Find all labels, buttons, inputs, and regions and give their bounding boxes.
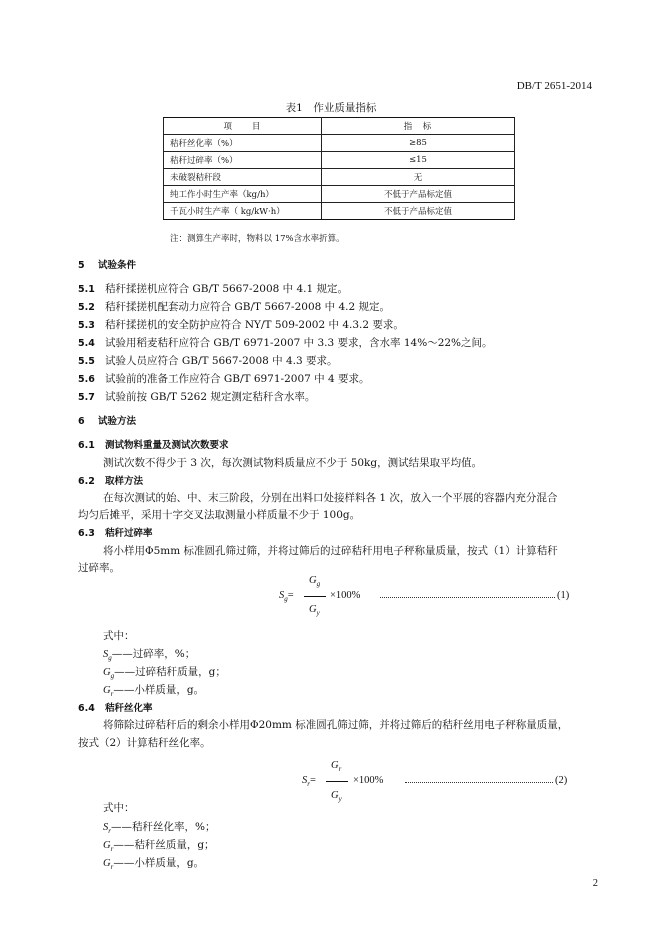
definition: $S_g——$过碎率，%；	[103, 648, 196, 663]
formula-2-times: ×100%	[353, 775, 384, 786]
formula-1-numerator: $G_g$	[309, 575, 321, 589]
formula-2-numerator: $G_r$	[331, 760, 342, 774]
leader-dots	[380, 597, 555, 598]
section-6-heading	[78, 413, 136, 427]
paragraph: 过碎率。	[78, 562, 120, 574]
subsection-title: 秸秆丝化率	[105, 703, 153, 714]
where-label: 式中：	[103, 630, 135, 642]
item-number: 5.3	[78, 320, 95, 331]
item-number: 5.2	[78, 302, 95, 313]
formula-2-denominator: $G_y$	[331, 790, 342, 804]
item-number: 5.4	[78, 338, 95, 349]
quality-table	[163, 117, 515, 220]
table-cell: 秸秆丝化率（%）	[164, 135, 322, 152]
subsection-6-3-heading	[78, 525, 153, 539]
table-header-row	[164, 118, 515, 135]
paragraph: 将小样用Φ5mm 标准圆孔筛过筛，并将过筛后的过碎秸秆用电子秤称量质量，按式（1）计算秸秆	[103, 545, 558, 557]
equation-number: (2)	[555, 775, 568, 786]
paragraph: 按式（2）计算秸秆丝化率。	[78, 737, 211, 749]
formula-1-denominator: $G_y$	[309, 604, 320, 618]
paragraph: 测试次数不得少于 3 次，每次测试物料质量应不少于 50kg，测试结果取平均值。	[103, 457, 483, 469]
fraction-bar	[304, 596, 326, 597]
table-cell: 无	[321, 169, 514, 186]
list-item	[78, 281, 348, 296]
table-cell: ≤15	[321, 152, 514, 169]
subsection-title: 取样方法	[105, 476, 144, 487]
list-item	[78, 371, 370, 386]
subsection-title: 秸秆过碎率	[105, 528, 153, 539]
table-row	[164, 203, 515, 220]
item-number: 6.3	[78, 528, 95, 539]
definition: $S_r——$秸秆丝化率，%；	[103, 821, 216, 836]
formula-1-times: ×100%	[330, 590, 361, 601]
subsection-6-4-heading	[78, 700, 153, 714]
item-text: 试验前按 GB/T 5262 规定测定秸秆含水率。	[105, 391, 316, 403]
item-text: 秸秆揉搓机应符合 GB/T 5667-2008 中 4.1 规定。	[105, 283, 349, 295]
table-cell: 不低于产品标定值	[321, 203, 514, 220]
table-row	[164, 169, 515, 186]
item-number: 6.4	[78, 703, 95, 714]
equation-number: (1)	[557, 590, 570, 601]
table-header-index: 指 标	[321, 118, 514, 135]
section-5-heading	[78, 257, 136, 271]
leader-dots	[405, 782, 553, 783]
table-caption: 表1 作业质量指标	[285, 102, 377, 114]
item-text: 试验前的准备工作应符合 GB/T 6971-2007 中 4 要求。	[105, 373, 370, 385]
item-number: 6.1	[78, 440, 95, 451]
subsection-6-1-heading	[78, 437, 229, 451]
fraction-bar	[326, 781, 348, 782]
table-cell: 未破裂秸秆段	[164, 169, 322, 186]
paragraph: 均匀后摊平，采用十字交叉法取测量小样质量不少于 100g。	[78, 509, 361, 521]
standard-number: DB/T 2651-2014	[516, 80, 592, 92]
table-cell: 不低于产品标定值	[321, 186, 514, 203]
section-number: 5	[78, 260, 85, 271]
table-row	[164, 135, 515, 152]
paragraph: 将筛除过碎秸秆后的剩余小样用Φ20mm 标准圆孔筛过筛，并将过筛后的秸秆丝用电子秤称量质量，	[103, 719, 569, 731]
definition: $G_r——$小样质量，g。	[103, 857, 205, 872]
paragraph: 在每次测试的始、中、末三阶段，分别在出料口处接样料各 1 次，放入一个平展的容器内充分混合	[103, 492, 558, 504]
table-row	[164, 186, 515, 203]
table-row	[164, 152, 515, 169]
table-header-item: 项 目	[164, 118, 322, 135]
table-cell: ≥85	[321, 135, 514, 152]
formula-2-lhs: $S_r=$	[302, 775, 316, 789]
definition: $G_g——$过碎秸秆质量，g；	[103, 666, 226, 681]
section-title: 试验方法	[98, 416, 137, 427]
formula-1-lhs: $S_g=$	[279, 590, 294, 604]
page-number: 2	[592, 878, 598, 889]
item-number: 5.1	[78, 284, 95, 295]
item-text: 试验用稻麦秸秆应符合 GB/T 6971-2007 中 3.3 要求，含水率 14%～22%之间。	[105, 337, 493, 349]
section-title: 试验条件	[98, 260, 137, 271]
list-item	[78, 389, 315, 404]
list-item	[78, 353, 338, 368]
definition: $G_r——$小样质量，g。	[103, 684, 205, 699]
table-cell: 纯工作小时生产率（kg/h）	[164, 186, 322, 203]
list-item	[78, 335, 493, 350]
item-number: 5.5	[78, 356, 95, 367]
item-number: 5.6	[78, 374, 95, 385]
where-label: 式中：	[103, 802, 135, 814]
table-cell: 秸秆过碎率（%）	[164, 152, 322, 169]
item-number: 6.2	[78, 476, 95, 487]
section-number: 6	[78, 416, 85, 427]
item-text: 秸秆揉搓机的安全防护应符合 NY/T 509-2002 中 4.3.2 要求。	[105, 319, 404, 331]
item-number: 5.7	[78, 392, 95, 403]
list-item	[78, 317, 404, 332]
item-text: 试验人员应符合 GB/T 5667-2008 中 4.3 要求。	[105, 355, 338, 367]
definition: $G_r——$秸秆丝质量，g；	[103, 839, 215, 854]
item-text: 秸秆揉搓机配套动力应符合 GB/T 5667-2008 中 4.2 规定。	[105, 301, 391, 313]
subsection-6-2-heading	[78, 473, 143, 487]
table-note: 注：测算生产率时，物料以 17%含水率折算。	[170, 234, 345, 244]
table-cell: 千瓦小时生产率（ kg/kW·h）	[164, 203, 322, 220]
subsection-title: 测试物料重量及测试次数要求	[105, 440, 229, 451]
list-item	[78, 299, 390, 314]
